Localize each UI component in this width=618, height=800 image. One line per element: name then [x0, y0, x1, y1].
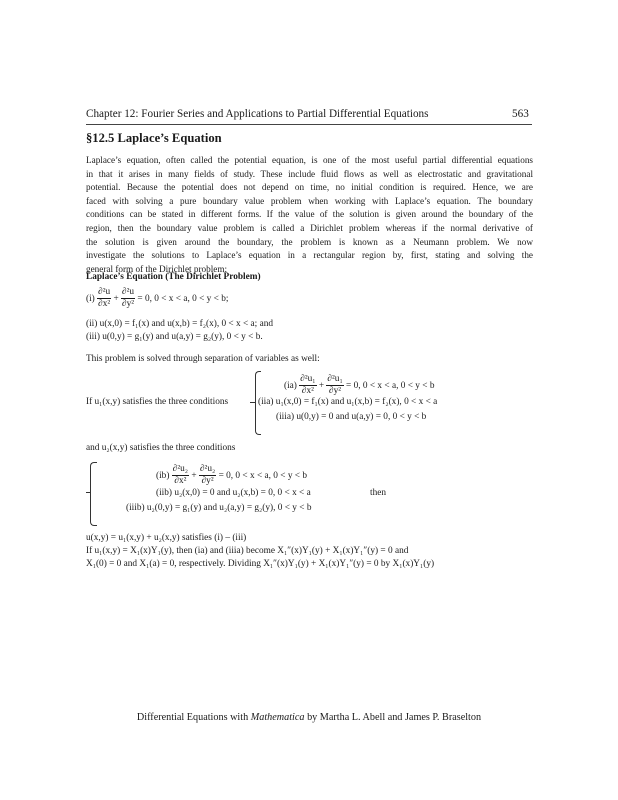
equation-ib: (ib) $\frac{\text{∂²u₂}}{\text{∂x²}}$ + $\frac{\text{∂²u₂}}{\text{∂y²}}$ = 0, 0 < x < a, 0 < y < b — [156, 464, 308, 487]
book-footer — [0, 712, 618, 723]
u2-lead: and u₂(x,y) satisfies the three conditions — [86, 443, 236, 453]
footer-italic-title: Mathematica — [250, 712, 305, 723]
equation-label: (ia) — [284, 380, 297, 391]
equation-i: (i) $\frac{\text{∂²u}}{\text{∂x²}}$ + $\frac{\text{∂²u}}{\text{∂y²}}$ = 0, 0 < x < a, 0 < y < b; — [86, 287, 229, 310]
fraction — [326, 375, 343, 397]
intro-line: general form of the Dirichlet problem: — [86, 263, 228, 274]
closing-line: u(x,y) = u₁(x,y) + u₂(x,y) satisfies (i) – (iii) — [86, 533, 247, 543]
section-title: §12.5 Laplace’s Equation — [86, 131, 222, 145]
footer-text: by Martha L. Abell and James P. Braselton — [304, 712, 482, 723]
page-number: 563 — [512, 108, 529, 120]
footer-text: Differential Equations with — [136, 712, 251, 723]
closing-line: X₁(0) = 0 and X₁(a) = 0, respectively. Dividing X₁″(x)Y₁(y) + X₁(x)Y₁″(y) = 0 by X₁(x)Y₁(y) — [86, 559, 435, 569]
fraction — [121, 288, 135, 310]
denominator: ∂x² — [98, 299, 111, 310]
equation-rest: = 0, 0 < x < a, 0 < y < b — [346, 380, 435, 391]
running-header: Chapter 12: Fourier Series and Applications to Partial Differential Equations — [86, 108, 429, 120]
separation-text: This problem is solved through separation of variables as well: — [86, 354, 320, 364]
equation-iiia: (iiia) u(0,y) = 0 and u(a,y) = 0, 0 < y < b — [276, 412, 427, 422]
brace-tip — [86, 492, 91, 493]
numerator: ∂²u — [121, 288, 135, 299]
equation-ia: (ia) $\frac{\text{∂²u₁}}{\text{∂x²}}$ + $\frac{\text{∂²u₁}}{\text{∂y²}}$ = 0, 0 < x < a, 0 < y < b — [284, 374, 435, 397]
denominator: ∂y² — [329, 386, 342, 397]
equation-iii: (iii) u(0,y) = g₁(y) and u(a,y) = g₂(y), 0 < y < b. — [86, 332, 263, 342]
fraction — [299, 375, 316, 397]
equation-iia: (iia) u₁(x,0) = f₁(x) and u₁(x,b) = f₂(x), 0 < x < a — [258, 397, 438, 407]
equation-label: (i) — [86, 293, 95, 304]
intro-line: faced with solving a pure boundary value problem when working with Laplace’s equation. The boundary — [86, 195, 533, 206]
numerator: ∂²u₂ — [199, 465, 216, 476]
numerator: ∂²u₁ — [326, 375, 343, 386]
dirichlet-heading: Laplace’s Equation (The Dirichlet Problem) — [86, 272, 261, 282]
intro-line: investigate the solutions to Laplace’s equation in a rectangular region by, first, stating and solving the — [86, 250, 533, 261]
numerator: ∂²u₂ — [172, 465, 189, 476]
then-label: then — [370, 488, 387, 498]
denominator: ∂y² — [201, 476, 214, 487]
denominator: ∂x² — [301, 386, 314, 397]
numerator: ∂²u₁ — [299, 375, 316, 386]
equation-rest: = 0, 0 < x < a, 0 < y < b — [218, 470, 308, 481]
equation-label: (ib) — [156, 470, 170, 481]
brace-tip — [250, 402, 255, 403]
equation-rest: = 0, 0 < x < a, 0 < y < b; — [137, 293, 229, 304]
denominator: ∂y² — [122, 299, 135, 310]
header-rule — [86, 124, 532, 125]
fraction — [172, 465, 189, 487]
fraction — [97, 288, 111, 310]
u1-lead: If u₁(x,y) satisfies the three conditions — [86, 397, 229, 407]
fraction — [199, 465, 216, 487]
equation-iib: (iib) u₂(x,0) = 0 and u₂(x,b) = 0, 0 < x < a — [156, 488, 311, 498]
left-brace — [90, 462, 97, 526]
numerator: ∂²u — [97, 288, 111, 299]
closing-line: If u₁(x,y) = X₁(x)Y₁(y), then (ia) and (iiia) become X₁″(x)Y₁(y) + X₁(x)Y₁″(y) = 0 and — [86, 546, 409, 556]
equation-iiib: (iiib) u₂(0,y) = g₁(y) and u₂(a,y) = g₂(y), 0 < y < b — [126, 503, 312, 513]
intro-line: the solution is given around the boundary, the problem is known as a Neumann problem. We now — [86, 236, 533, 247]
intro-line: potential. Because the potential does not depend on time, no initial condition is required. Hence, we are — [86, 182, 533, 193]
intro-line: Laplace’s equation, often called the potential equation, is one of the most useful partial differential equations — [86, 155, 533, 165]
intro-line: region, then the boundary value problem is called a Dirichlet problem whereas if the normal derivative of — [86, 222, 533, 233]
equation-ii: (ii) u(x,0) = f₁(x) and u(x,b) = f₂(x), 0 < x < a; and — [86, 319, 273, 329]
intro-line: in that it arises in many fields of study. These include fluid flows as well as electrostatic and gravitational — [86, 168, 533, 179]
denominator: ∂x² — [174, 476, 187, 487]
intro-line: conditions can be stated in different forms. If the value of the solution is given around the boundary of the — [86, 209, 533, 220]
intro-paragraph — [86, 154, 533, 276]
